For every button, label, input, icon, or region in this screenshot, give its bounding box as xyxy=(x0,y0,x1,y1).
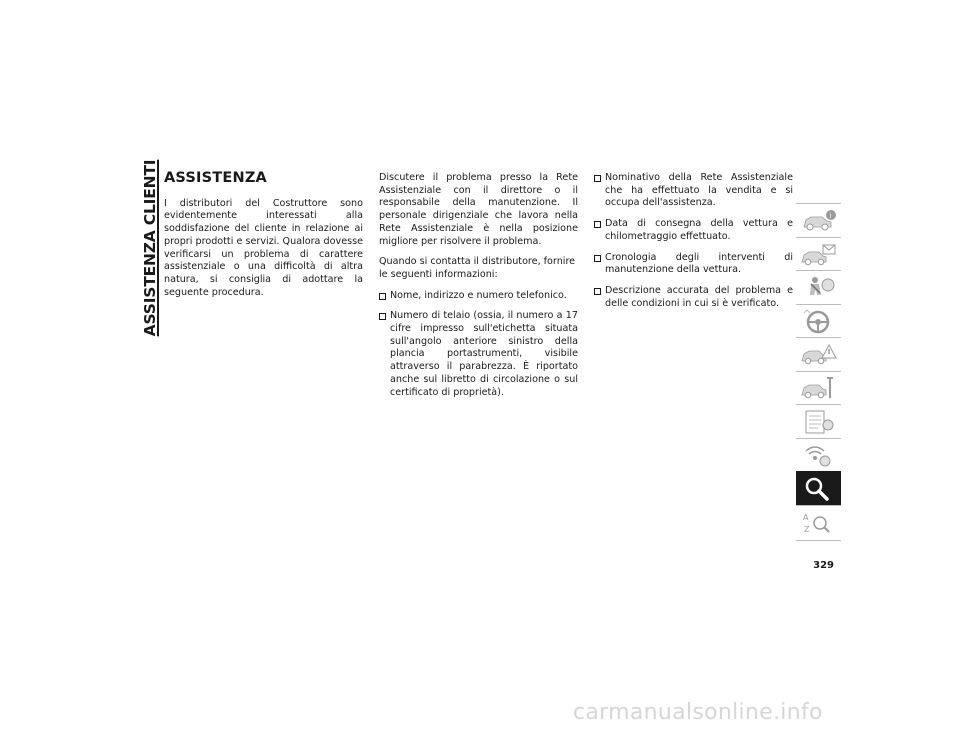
section-heading: ASSISTENZA xyxy=(164,170,267,186)
column-1 xyxy=(164,172,363,307)
magnifier-icon xyxy=(798,474,838,503)
tabs-bottom-rule xyxy=(796,540,841,541)
checkbox-bullet-icon xyxy=(379,293,386,300)
tab-car-warning[interactable] xyxy=(796,337,841,371)
tab-car-info[interactable] xyxy=(796,203,841,237)
tab-index[interactable] xyxy=(796,505,841,539)
list-item xyxy=(594,285,793,310)
tab-car-envelope[interactable] xyxy=(796,237,841,271)
car-envelope-icon xyxy=(798,240,838,269)
chapter-tabs xyxy=(796,203,841,538)
list-item-text: Data di consegna della vettura e chilometraggio effettuato. xyxy=(605,218,793,242)
list-item xyxy=(379,310,578,399)
tab-specifications-list[interactable] xyxy=(796,404,841,438)
svg-text:A: A xyxy=(803,512,809,522)
car-info-icon xyxy=(798,206,838,235)
list-item-text: Descrizione accurata del problema e delle condizioni in cui si è verificato. xyxy=(605,284,793,309)
checkbox-bullet-icon xyxy=(594,255,601,262)
side-section-title xyxy=(139,159,161,337)
list-item xyxy=(379,290,578,303)
list-item-text: Cronologia degli interventi di manutenzione della vettura. xyxy=(605,251,793,276)
list-item-text: Nome, indirizzo e numero telefonico. xyxy=(390,289,567,301)
tab-car-wrench[interactable] xyxy=(796,371,841,405)
info-list-continued xyxy=(594,172,793,310)
list-item-text: Numero di telaio (ossia, il numero a 17 cifre impresso sull'etichetta situata sull'angolo anteriore sinistro della plancia portastrumenti, visibile attraverso il parabrezza. È riportato anche sul libretto di circolazione o sul certificato di proprietà). xyxy=(390,310,578,398)
page-number: 329 xyxy=(813,560,834,571)
index-icon xyxy=(798,508,838,537)
specifications-list-icon xyxy=(798,407,838,436)
paragraph-discuss: Discutere il problema presso la Rete Assistenziale con il direttore o il responsabile della manutenzione. Il personale dirigenziale che lavora nella Rete Assistenziale è nella posizione migliore per risolvere il problema. xyxy=(379,172,578,247)
car-wrench-icon xyxy=(798,374,838,403)
checkbox-bullet-icon xyxy=(594,288,601,295)
steering-wheel-icon xyxy=(798,307,838,336)
checkbox-bullet-icon xyxy=(594,221,601,228)
intro-paragraph: I distributori del Costruttore sono evidentemente interessati alla soddisfazione del cliente in relazione ai propri prodotti e servizi. Qualora dovesse verificarsi un problema di carattere assistenziale o una difficoltà di altra natura, si consiglia di adottare la seguente procedura. xyxy=(164,197,363,298)
checkbox-bullet-icon xyxy=(594,175,601,182)
seatbelt-airbag-icon xyxy=(798,273,838,302)
multimedia-icon xyxy=(798,441,838,470)
svg-text:Z: Z xyxy=(804,524,810,534)
list-item-text: Nominativo della Rete Assistenziale che ha effettuato la vendita e si occupa dell'assistenza. xyxy=(605,172,793,209)
paragraph-contact: Quando si contatta il distributore, fornire le seguenti informazioni: xyxy=(379,256,576,280)
side-section-title-text: ASSISTENZA CLIENTI xyxy=(141,159,159,337)
car-warning-icon xyxy=(798,340,838,369)
watermark: carmanualsonline.info xyxy=(573,700,823,725)
tab-steering-wheel[interactable] xyxy=(796,304,841,338)
tab-multimedia[interactable] xyxy=(796,438,841,472)
tab-seatbelt-airbag[interactable] xyxy=(796,270,841,304)
svg-text:i: i xyxy=(829,212,832,220)
list-item xyxy=(594,172,793,210)
tab-customer-assistance[interactable] xyxy=(796,471,841,505)
info-list xyxy=(379,290,578,400)
column-2 xyxy=(379,172,578,407)
checkbox-bullet-icon xyxy=(379,313,386,320)
list-item xyxy=(594,252,793,277)
column-3 xyxy=(594,172,793,318)
list-item xyxy=(594,218,793,243)
